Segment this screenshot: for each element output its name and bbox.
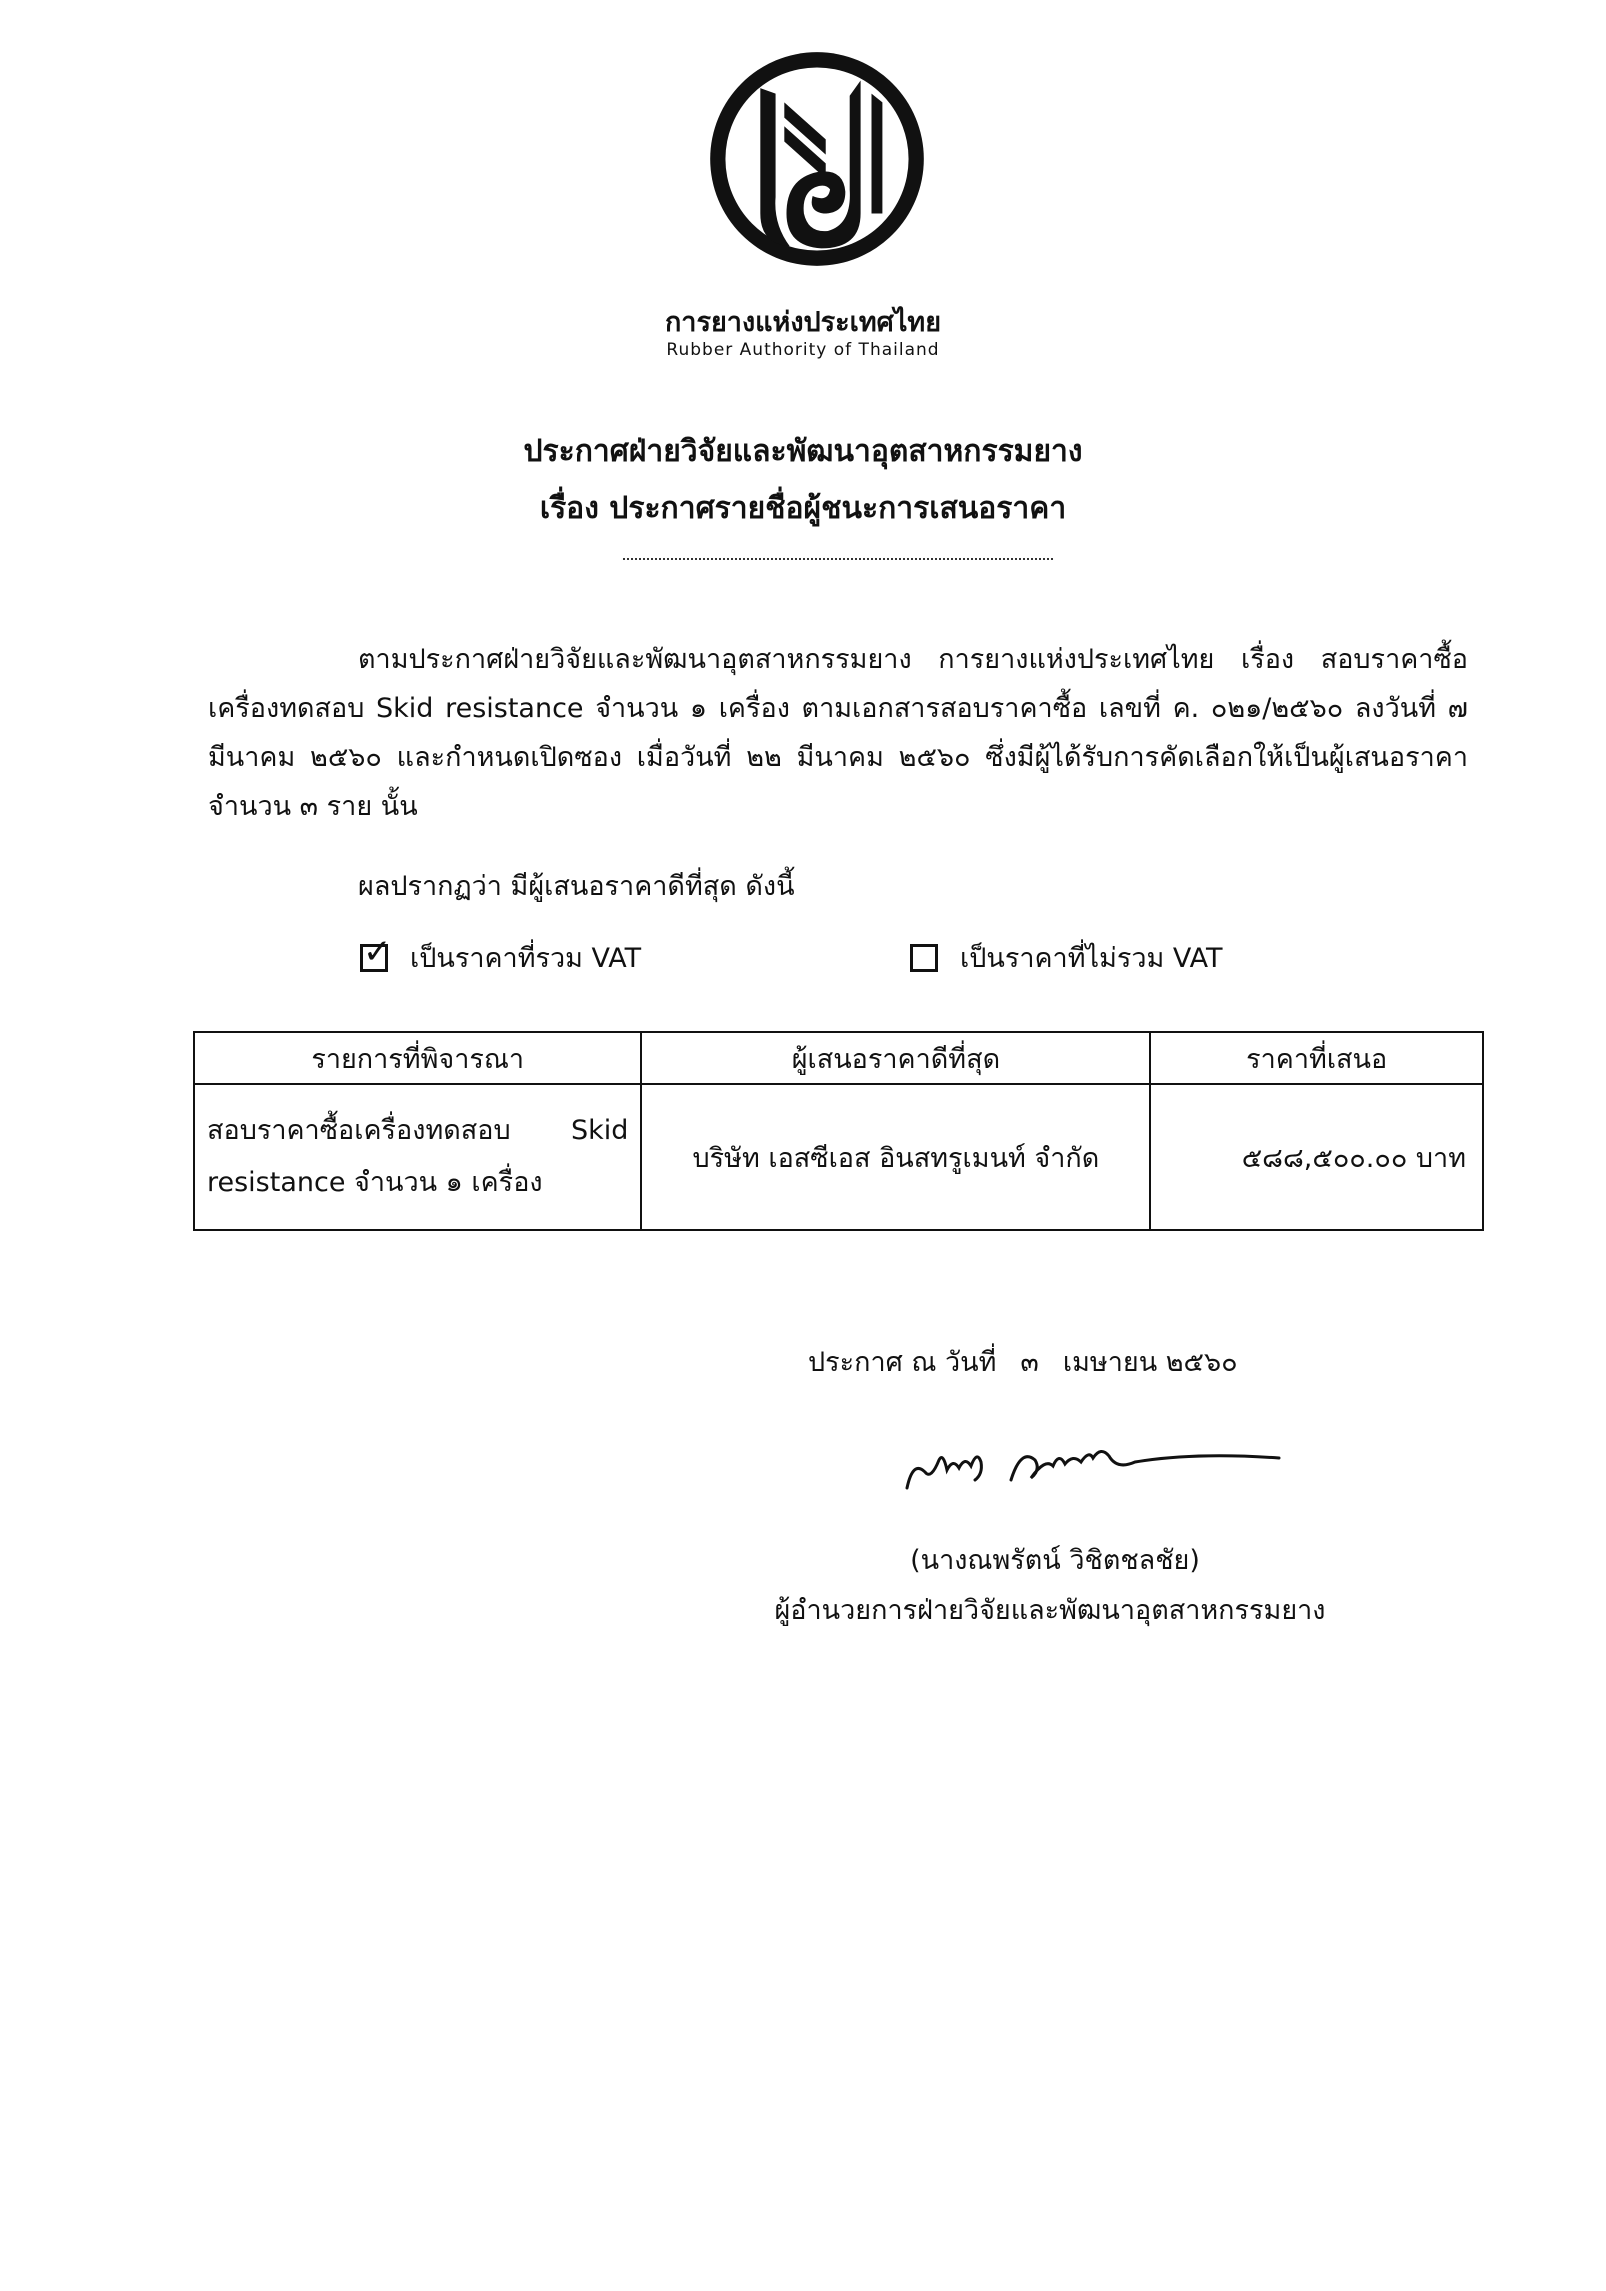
checkbox-checked-icon[interactable]: ✓	[360, 944, 388, 972]
date-day: ๓	[1020, 1347, 1039, 1378]
handwritten-signature-icon	[895, 1430, 1285, 1510]
signer-position: ผู้อำนวยการฝ่ายวิจัยและพัฒนาอุตสาหกรรมยาง	[774, 1595, 1326, 1626]
cell-item: สอบราคาซื้อเครื่องทดสอบ Skid resistance จำนวน ๑ เครื่อง	[194, 1084, 641, 1230]
org-name-th: การยางแห่งประเทศไทย	[664, 307, 942, 338]
date-prefix: ประกาศ ณ วันที่	[808, 1347, 997, 1378]
header-vendor: ผู้เสนอราคาดีที่สุด	[641, 1032, 1150, 1084]
announcement-subject: เรื่อง ประกาศรายชื่อผู้ชนะการเสนอราคา	[539, 491, 1067, 526]
vat-include-label: เป็นราคาที่รวม VAT	[410, 943, 642, 974]
body-paragraph: ตามประกาศฝ่ายวิจัยและพัฒนาอุตสาหกรรมยาง การยางแห่งประเทศไทย เรื่อง สอบราคาซื้อเครื่องทดสอบ Skid resistance จำนวน ๑ เครื่อง ตามเอกสารสอบราคาซื้อ เลขที่ ค. ๐๒๑/๒๕๖๐ ลงวันที่ ๗ มีนาคม ๒๕๖๐ และกำหนดเปิดซอง เมื่อวันที่ ๒๒ มีนาคม ๒๕๖๐ ซึ่งมีผู้ได้รับการคัดเลือกให้เป็นผู้เสนอราคา จำนวน ๓ ราย นั้น	[208, 644, 1468, 822]
rubber-authority-logo-icon	[708, 50, 926, 268]
announcement-date	[808, 1340, 1238, 1383]
table-row	[194, 1084, 1483, 1230]
signer-name: (นางณพรัตน์ วิชิตชลชัย)	[910, 1545, 1200, 1576]
dotted-divider	[623, 558, 1053, 560]
header-item: รายการที่พิจารณา	[194, 1032, 641, 1084]
table-header-row	[194, 1032, 1483, 1084]
announcement-title: ประกาศฝ่ายวิจัยและพัฒนาอุตสาหกรรมยาง	[523, 434, 1083, 469]
result-line: ผลปรากฏว่า มีผู้เสนอราคาดีที่สุด ดังนี้	[358, 871, 795, 902]
date-month-year: เมษายน ๒๕๖๐	[1062, 1347, 1238, 1378]
org-name-en: Rubber Authority of Thailand	[666, 340, 940, 360]
cell-vendor: บริษัท เอสซีเอส อินสทรูเมนท์ จำกัด	[641, 1084, 1150, 1230]
vat-include-option[interactable]	[360, 931, 642, 979]
body-text	[208, 635, 1468, 831]
checkbox-empty-icon[interactable]	[910, 944, 938, 972]
vat-exclude-label: เป็นราคาที่ไม่รวม VAT	[960, 943, 1223, 974]
cell-price: ๕๘๘,๕๐๐.๐๐ บาท	[1150, 1084, 1483, 1230]
result-table	[193, 1031, 1484, 1231]
vat-exclude-option[interactable]	[910, 936, 1223, 979]
header-price: ราคาที่เสนอ	[1150, 1032, 1483, 1084]
